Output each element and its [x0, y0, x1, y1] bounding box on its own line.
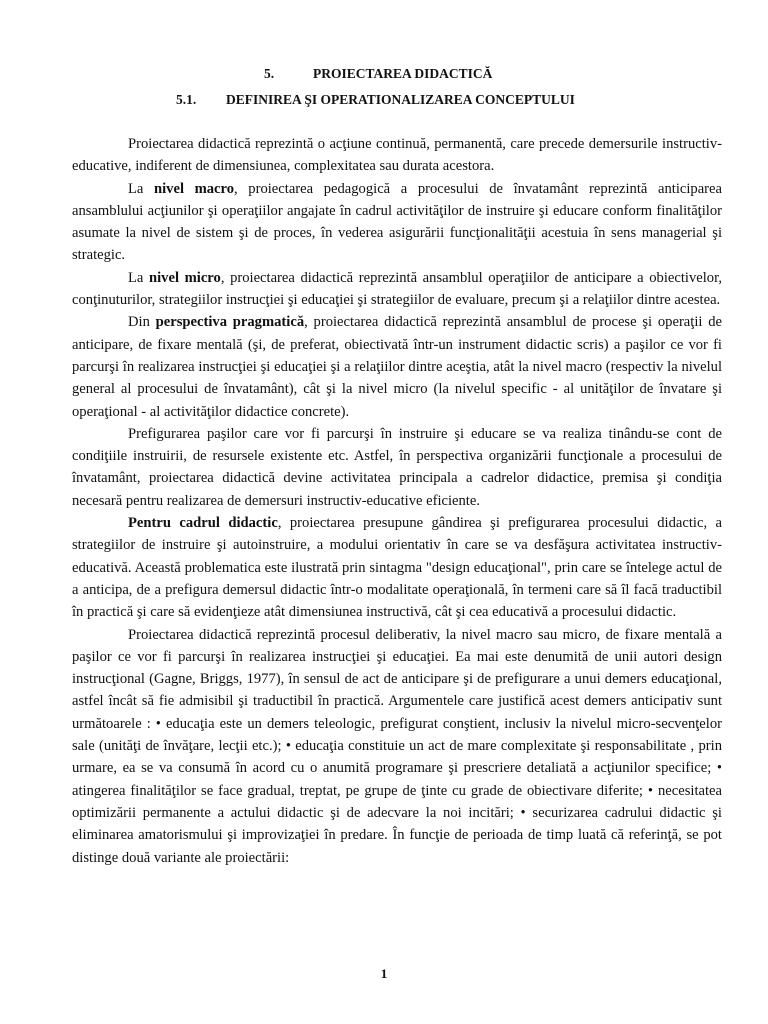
- paragraph-micro: [72, 267, 722, 312]
- paragraph-micro-text: , proiectarea didactică reprezintă ansamblul operaţiilor de anticipare a obiectivelor, conţinuturilor, strategiilor instrucţiei şi educaţiei şi strategiilor de evaluare, precum şi a relaţiilor dintre acestea.: [72, 269, 722, 309]
- section-number: 5.1.: [176, 92, 197, 107]
- paragraph-macro-text: , proiectarea pedagogică a procesului de învatamânt reprezintă anticiparea ansamblului acţiunilor şi operaţiilor angajate în cadrul activităţilor de instruire şi educare conform finalităţilor asumate la nivel de sistem şi de proces, în vederea asigurării funcţionalităţii acestuia în sens managerial şi strategic.: [72, 180, 722, 264]
- body-text: [72, 133, 722, 869]
- paragraph-pragmatic: [72, 311, 722, 422]
- term-nivel-macro: nivel macro: [154, 180, 235, 197]
- paragraph-macro-lead: La: [128, 180, 154, 197]
- paragraph-deliberativ: Proiectarea didactică reprezintă procesul deliberativ, la nivel macro sau micro, de fixare mentală a paşilor ce vor fi parcurşi în realizarea instrucţiei şi educaţiei. Ea mai este denumită de unii autori design instrucţional (Gagne, Briggs, 1977), în sensul de act de anticipare şi de prefigurare a unui demers educaţional, astfel încât să fie admisibil şi traductibil în practică. Argumentele care justifică acest demers anticipativ sunt următoarele : • educaţia este un demers teleologic, prefigurat conştient, inclusiv la nivelul micro-secvenţelor sale (unităţi de învăţare, lecţii etc.); • educaţia constituie un act de mare complexitate şi responsabilitate , prin urmare, ea se va consumă în acord cu o anumită programare şi prescriere detaliată a acţiunilor specifice; • atingerea finalităţilor se face gradual, treptat, pe grupe de ţinte cu grade de obiectivare diferite; • necesitatea optimizării permanente a actului didactic şi de adecvare la noi incitări; • securizarea cadrului didactic şi eliminarea amatorismului şi improvizaţiei în predare. În funcţie de perioada de timp luată că referinţă, se pot distinge două variante ale proiectării:: [72, 626, 722, 866]
- term-pentru-cadrul-didactic: Pentru cadrul didactic: [128, 515, 278, 532]
- paragraph-macro: [72, 178, 722, 267]
- paragraph-intro: Proiectarea didactică reprezintă o acţiune continuă, permanentă, care precede demersurile instructiv-educative, indiferent de dimensiunea, complexitatea sau durata acestora.: [72, 136, 722, 175]
- chapter-title: PROIECTAREA DIDACTICĂ: [313, 66, 493, 81]
- term-nivel-micro: nivel micro: [149, 269, 221, 286]
- paragraph-pragmatic-text: , proiectarea didactică reprezintă ansamblul de procese şi operaţii de anticipare, de fixare mentală (şi, de preferat, obiectivată într-un instrument didactic scris) a paşilor ce vor fi parcurşi în realizarea instrucţiei şi educaţiei şi a relaţiilor dintre aceştia, atât la nivel macro (respectiv la nivelul general al procesului de învatamânt), cât şi la nivel micro (la nivelul specific - al unităţilor de învatare şi operaţional - al activităţilor didactice concrete).: [72, 314, 722, 420]
- paragraph-cadru-didactic-text: , proiectarea presupune gândirea şi prefigurarea procesului didactic, a strategiilor de instruire şi autoinstruire, a modului orientativ în care se va desfăşura activitatea instructiv-educativă. Această problematica este ilustrată prin sintagma "design educaţional", prin care se întelege actul de a anticipa, de a prefigura demersul didactic într-o modalitate operaţională, în termeni care să îl facă traductibil în practică şi care să evidenţieze atât dimensiunea instructivă, cât şi cea educativă a procesului didactic.: [72, 515, 722, 621]
- paragraph-prefigurare: Prefigurarea paşilor care vor fi parcurşi în instruire şi educare se va realiza tinându-se cont de condiţiile instruirii, de resursele existente etc. Astfel, în perspectiva organizării funcţionale a procesului de învatamânt, proiectarea didactică devine activitatea principala a cadrelor didactice, premisa şi condiţia necesară pentru realizarea de demersuri instructiv-educative eficiente.: [72, 425, 722, 509]
- chapter-number: 5.: [264, 66, 275, 81]
- term-perspectiva-pragmatica: perspectiva pragmatică: [155, 314, 305, 331]
- paragraph-pragmatic-lead: Din: [128, 314, 156, 331]
- section-title: DEFINIREA ŞI OPERATIONALIZAREA CONCEPTULUI: [226, 92, 575, 107]
- paragraph-cadru-didactic: [72, 512, 722, 623]
- paragraph-micro-lead: La: [128, 269, 149, 286]
- page-number: 1: [380, 966, 388, 981]
